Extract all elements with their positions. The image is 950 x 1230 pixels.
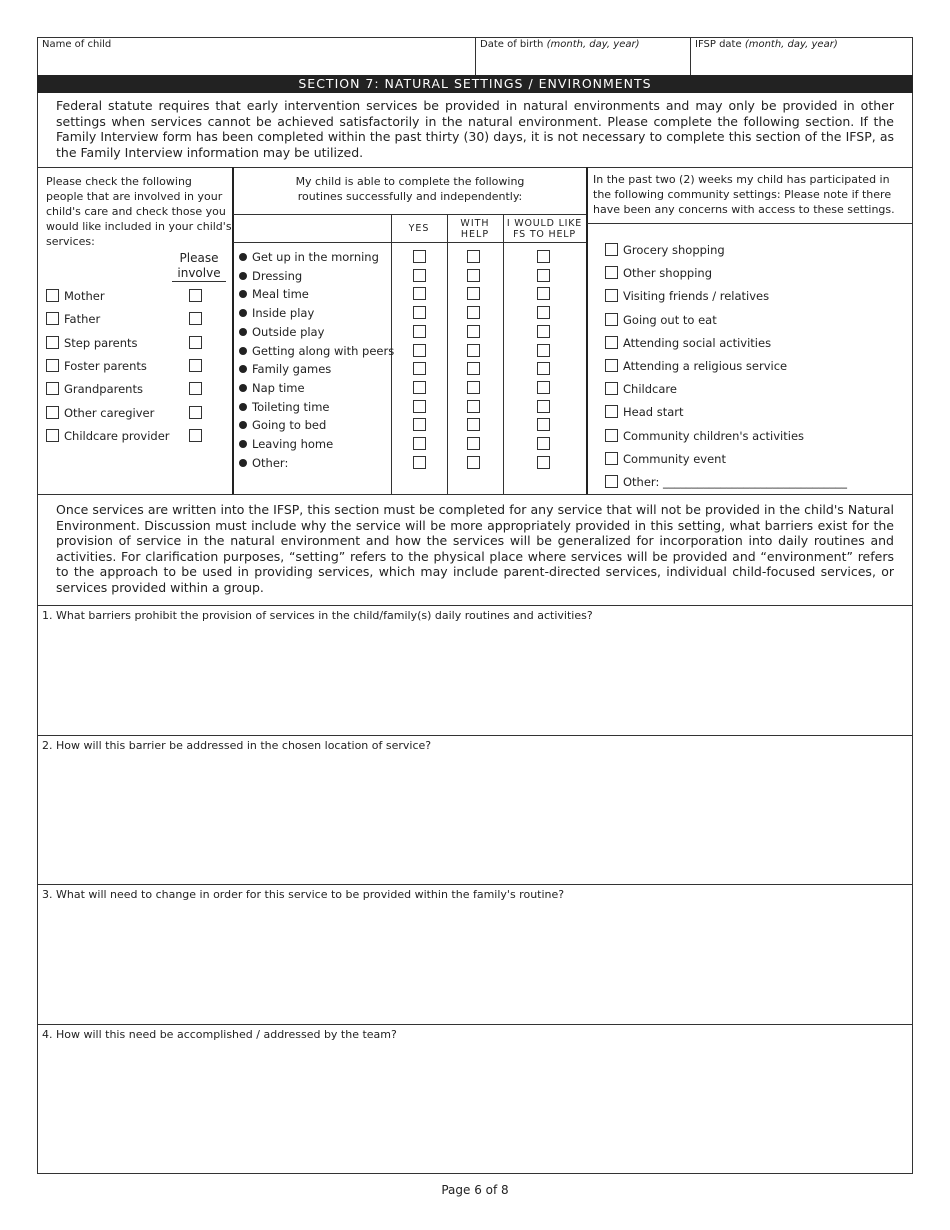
routine-label: Meal time xyxy=(252,287,309,302)
routine-fs-help-checkbox[interactable] xyxy=(537,418,550,431)
routines-subheader-line xyxy=(233,242,586,243)
bullet-icon xyxy=(239,253,247,261)
community-instructions: In the past two (2) weeks my child has participated in the following community settings: Please note if there have been any concerns with access to these settings. xyxy=(593,173,895,216)
bullet-icon xyxy=(239,403,247,411)
community-checkbox[interactable] xyxy=(605,243,618,256)
community-label: Community children's activities xyxy=(623,428,805,443)
bullet-icon xyxy=(239,272,247,280)
header-divider xyxy=(475,37,476,75)
routine-fs-help-checkbox[interactable] xyxy=(537,437,550,450)
person-checkbox[interactable] xyxy=(46,429,59,442)
routine-yes-checkbox[interactable] xyxy=(413,362,426,375)
community-label: Visiting friends / relatives xyxy=(623,289,770,304)
routine-label: Nap time xyxy=(252,380,305,395)
routine-label: Toileting time xyxy=(252,399,330,414)
routine-with-help-checkbox[interactable] xyxy=(467,325,480,338)
please-involve-header: Please involve xyxy=(172,251,226,282)
routine-yes-checkbox[interactable] xyxy=(413,250,426,263)
routine-fs-help-checkbox[interactable] xyxy=(537,269,550,282)
routine-yes-checkbox[interactable] xyxy=(413,418,426,431)
routine-with-help-checkbox[interactable] xyxy=(467,250,480,263)
please-involve-checkbox[interactable] xyxy=(189,382,202,395)
divider xyxy=(37,167,913,168)
routine-fs-help-checkbox[interactable] xyxy=(537,325,550,338)
routine-label: Dressing xyxy=(252,268,303,283)
routine-fs-help-checkbox[interactable] xyxy=(537,287,550,300)
routine-label: Outside play xyxy=(252,324,325,339)
community-label: Attending a religious service xyxy=(623,359,788,373)
date-of-birth-field[interactable] xyxy=(477,52,688,73)
routine-label: Inside play xyxy=(252,306,315,321)
person-checkbox[interactable] xyxy=(46,336,59,349)
people-instructions: Please check the following people that are involved in your child's care and check those you would like included in your child's services: xyxy=(46,175,232,248)
community-checkbox[interactable] xyxy=(605,266,618,279)
person-label: Childcare provider xyxy=(64,428,170,443)
please-involve-checkbox[interactable] xyxy=(189,406,202,419)
section-title-bar xyxy=(37,75,913,93)
routine-fs-help-checkbox[interactable] xyxy=(537,344,550,357)
routine-label: Other: xyxy=(252,455,289,470)
divider xyxy=(37,494,913,495)
community-checkbox[interactable] xyxy=(605,429,618,442)
routine-with-help-checkbox[interactable] xyxy=(467,456,480,469)
bullet-icon xyxy=(239,384,247,392)
person-label: Grandparents xyxy=(64,382,143,397)
divider xyxy=(37,605,913,606)
routine-yes-checkbox[interactable] xyxy=(413,306,426,319)
header-divider xyxy=(690,37,691,75)
answer-3-field[interactable] xyxy=(39,905,911,1023)
bullet-icon xyxy=(239,440,247,448)
bullet-icon xyxy=(239,328,247,336)
person-label: Mother xyxy=(64,289,105,303)
community-label: Attending social activities xyxy=(623,335,772,350)
routine-fs-help-checkbox[interactable] xyxy=(537,306,550,319)
community-label: Head start xyxy=(623,405,684,420)
please-involve-checkbox[interactable] xyxy=(189,312,202,325)
routine-with-help-checkbox[interactable] xyxy=(467,344,480,357)
routine-with-help-checkbox[interactable] xyxy=(467,400,480,413)
community-label: Community event xyxy=(623,451,726,466)
community-label: Grocery shopping xyxy=(623,243,725,257)
routine-fs-help-checkbox[interactable] xyxy=(537,400,550,413)
routine-label: Leaving home xyxy=(252,437,334,451)
community-checkbox[interactable] xyxy=(605,405,618,418)
routine-label: Going to bed xyxy=(252,418,327,433)
routine-fs-help-checkbox[interactable] xyxy=(537,456,550,469)
routine-with-help-checkbox[interactable] xyxy=(467,437,480,450)
divider xyxy=(37,884,913,885)
community-label: Other: ________________________________ xyxy=(623,475,847,489)
fs-col-divider xyxy=(503,214,504,494)
ifsp-date-label: IFSP date (month, day, year) xyxy=(695,39,838,50)
please-involve-checkbox[interactable] xyxy=(189,336,202,349)
community-label: Other shopping xyxy=(623,266,713,281)
col-with-help: WITH HELP xyxy=(460,218,490,240)
routine-yes-checkbox[interactable] xyxy=(413,344,426,357)
divider xyxy=(37,735,913,736)
routine-yes-checkbox[interactable] xyxy=(413,400,426,413)
routine-fs-help-checkbox[interactable] xyxy=(537,362,550,375)
routine-label: Get up in the morning xyxy=(252,250,379,264)
routine-with-help-checkbox[interactable] xyxy=(467,418,480,431)
person-checkbox[interactable] xyxy=(46,406,59,419)
routine-fs-help-checkbox[interactable] xyxy=(537,381,550,394)
community-header-line xyxy=(587,223,913,224)
routines-community-divider xyxy=(586,167,588,494)
date-of-birth-label: Date of birth (month, day, year) xyxy=(480,39,640,50)
community-checkbox[interactable] xyxy=(605,359,618,372)
ifsp-date-field[interactable] xyxy=(692,52,911,73)
community-label: Going out to eat xyxy=(623,312,717,327)
bullet-icon xyxy=(239,347,247,355)
routine-yes-checkbox[interactable] xyxy=(413,287,426,300)
person-checkbox[interactable] xyxy=(46,312,59,325)
person-checkbox[interactable] xyxy=(46,359,59,372)
routine-with-help-checkbox[interactable] xyxy=(467,306,480,319)
person-label: Father xyxy=(64,312,101,327)
community-checkbox[interactable] xyxy=(605,289,618,302)
intro-paragraph: Federal statute requires that early intervention services be provided in natural environments and may only be provided in other settings when services cannot be achieved satisfactorily in the natural environment. Please complete the following section. If the Family Interview form has been completed within the past thirty (30) days, it is not necessary to complete this section of the IFSP, as the Family Interview information may be utilized. xyxy=(56,98,894,160)
routine-with-help-checkbox[interactable] xyxy=(467,269,480,282)
people-routines-divider xyxy=(232,167,234,494)
routine-fs-help-checkbox[interactable] xyxy=(537,250,550,263)
routine-yes-checkbox[interactable] xyxy=(413,456,426,469)
col-yes: YES xyxy=(408,223,430,234)
please-involve-checkbox[interactable] xyxy=(189,429,202,442)
routine-yes-checkbox[interactable] xyxy=(413,381,426,394)
question-3: 3. What will need to change in order for this service to be provided within the family's routine? xyxy=(42,888,565,901)
question-1: 1. What barriers prohibit the provision of services in the child/family(s) daily routines and activities? xyxy=(42,609,593,622)
col-fs-to-help: I WOULD LIKE FS TO HELP xyxy=(506,218,583,240)
person-checkbox[interactable] xyxy=(46,382,59,395)
question-2: 2. How will this barrier be addressed in the chosen location of service? xyxy=(42,739,432,752)
community-checkbox[interactable] xyxy=(605,336,618,349)
routines-instructions: My child is able to complete the following routines successfully and independently: xyxy=(295,175,525,203)
name-of-child-label: Name of child xyxy=(42,39,112,50)
please-involve-checkbox[interactable] xyxy=(189,289,202,302)
please-involve-checkbox[interactable] xyxy=(189,359,202,372)
help-col-divider xyxy=(447,214,448,494)
community-label: Childcare xyxy=(623,382,677,397)
routine-yes-checkbox[interactable] xyxy=(413,437,426,450)
services-paragraph: Once services are written into the IFSP, this section must be completed for any service that will not be provided in the child's Natural Environment. Discussion must include why the service will be more appropriately provided in this setting, what barriers exist for the provision of service in the natural environment and how the services will be generalized for incorporation into daily routines and activities. For clarification purposes, “setting” refers to the physical place where services will be provided and “environment” refers to the approach to be used in providing services, which may include parent-directed services, individual child-focused services, or services provided within a group. xyxy=(56,502,894,595)
routines-header-line xyxy=(233,214,586,215)
community-checkbox[interactable] xyxy=(605,313,618,326)
divider xyxy=(37,1024,913,1025)
community-checkbox[interactable] xyxy=(605,452,618,465)
answer-4-field[interactable] xyxy=(39,1045,911,1172)
name-of-child-field[interactable] xyxy=(39,52,473,73)
section-title: SECTION 7: NATURAL SETTINGS / ENVIRONMENTS xyxy=(298,76,652,91)
page-number: Page 6 of 8 xyxy=(441,1183,509,1197)
answer-2-field[interactable] xyxy=(39,756,911,883)
person-label: Foster parents xyxy=(64,358,147,373)
bullet-icon xyxy=(239,459,247,467)
routine-label: Getting along with peers xyxy=(252,343,395,358)
community-checkbox[interactable] xyxy=(605,382,618,395)
person-checkbox[interactable] xyxy=(46,289,59,302)
community-checkbox[interactable] xyxy=(605,475,618,488)
person-label: Step parents xyxy=(64,335,138,350)
routine-label: Family games xyxy=(252,362,332,377)
person-label: Other caregiver xyxy=(64,405,155,420)
routine-with-help-checkbox[interactable] xyxy=(467,362,480,375)
routine-with-help-checkbox[interactable] xyxy=(467,287,480,300)
routine-with-help-checkbox[interactable] xyxy=(467,381,480,394)
routine-yes-checkbox[interactable] xyxy=(413,325,426,338)
question-4: 4. How will this need be accomplished / addressed by the team? xyxy=(42,1028,397,1041)
routine-yes-checkbox[interactable] xyxy=(413,269,426,282)
answer-1-field[interactable] xyxy=(39,626,911,734)
